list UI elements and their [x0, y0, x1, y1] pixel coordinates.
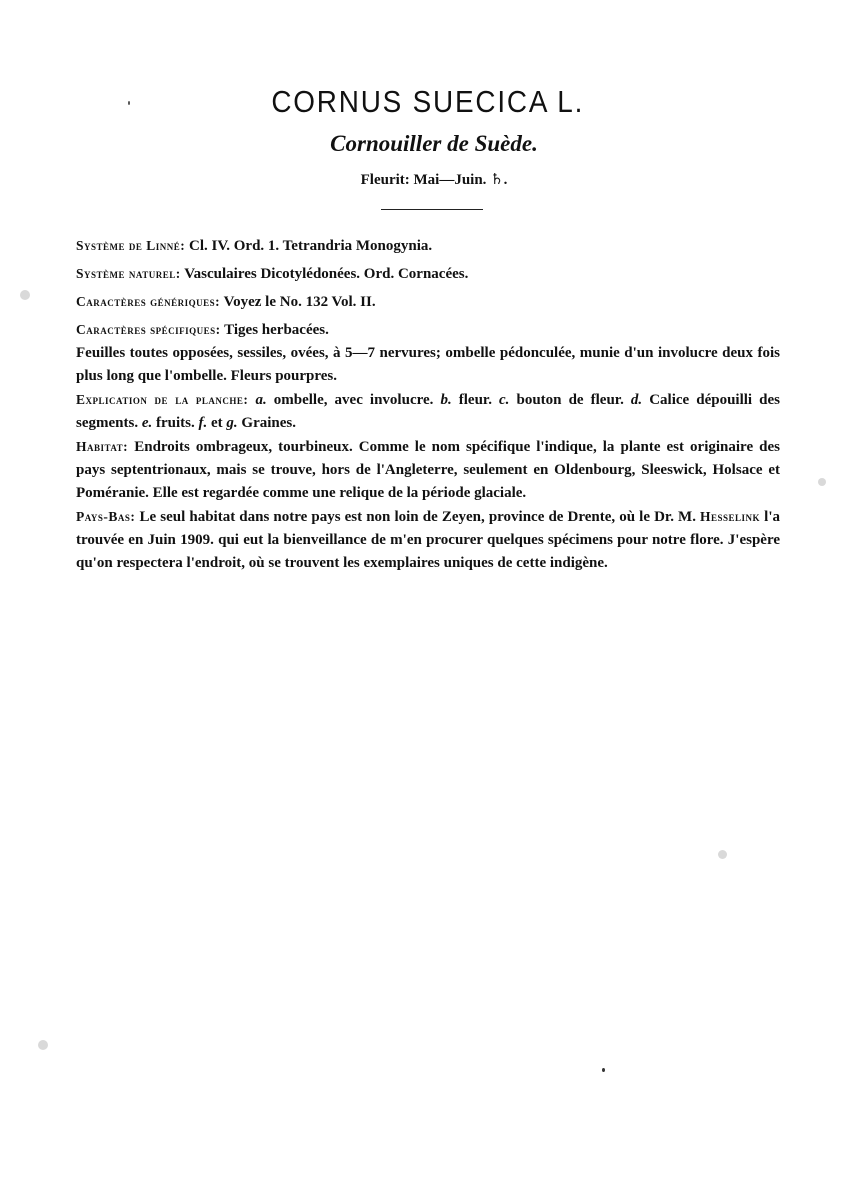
section-paysbas: [76, 505, 780, 575]
section-label-linne: Système de Linné:: [76, 238, 186, 253]
plate-key-c: c.: [499, 392, 510, 408]
section-specifiques-continuation: Feuilles toutes opposées, sessiles, ovées, à 5—7 nervures; ombelle pédonculée, munie d'un involucre deux fois plus long que l'ombelle. Fleurs pourpres.: [76, 345, 780, 384]
plate-text-a: ombelle, avec involucre.: [266, 392, 441, 408]
section-label-naturel: Système naturel:: [76, 266, 181, 281]
plate-text-g: Graines.: [237, 415, 296, 431]
plate-key-e: e.: [141, 415, 153, 431]
page-title: CORNUS SUECICA L.: [271, 84, 585, 119]
section-explication: [76, 388, 780, 435]
scan-speck: [128, 101, 130, 105]
scan-speck: [602, 1068, 605, 1072]
plate-key-b: b.: [440, 392, 452, 408]
plate-text-b: fleur.: [451, 392, 500, 408]
section-label-generiques: Caractères génériques:: [76, 294, 221, 309]
section-linne: [76, 234, 780, 258]
title-divider: [381, 209, 483, 210]
scan-speck: [38, 1040, 48, 1050]
plate-key-f: f.: [198, 415, 208, 431]
plate-text-f: et: [207, 415, 227, 431]
plate-key-d: d.: [630, 392, 643, 408]
section-habitat: [76, 435, 780, 505]
section-label-specifiques: Caractères spécifiques:: [76, 322, 221, 337]
plate-text-e: fruits.: [152, 415, 199, 431]
scan-speck: [718, 850, 727, 859]
section-label-paysbas: Pays-Bas:: [76, 509, 136, 524]
section-label-explication: Explication de la planche:: [76, 392, 249, 407]
section-label-habitat: Habitat:: [76, 439, 129, 454]
scan-speck: [20, 290, 30, 300]
plate-text-c: bouton de fleur.: [509, 392, 631, 408]
section-generiques: [76, 290, 780, 314]
plate-key-a: a.: [255, 392, 267, 408]
section-naturel: [76, 262, 780, 286]
plate-text-d: Calice dépouilli des segments.: [76, 392, 780, 431]
flowering-period: Fleurit: Mai—Juin. ♄.: [360, 172, 508, 188]
section-text-linne: Cl. IV. Ord. 1. Tetrandria Monogynia.: [185, 238, 433, 254]
section-text-generiques: Voyez le No. 132 Vol. II.: [220, 294, 376, 310]
section-text-specifiques: Tiges herbacées.: [220, 322, 329, 338]
scan-speck: [818, 478, 826, 486]
collector-name: Hesselink: [700, 509, 761, 524]
description-body: [76, 234, 780, 575]
plate-key-g: g.: [226, 415, 238, 431]
section-text-paysbas-before: Le seul habitat dans notre pays est non loin de Zeyen, province de Drente, où le Dr. M.: [135, 509, 701, 525]
section-specifiques: [76, 318, 780, 342]
section-text-paysbas-after: l'a trouvée en Juin 1909. qui eut la bienveillance de m'en procurer quelques spécimens pour notre flore. J'espère qu'on respectera l'endroit, où se trouvent les exemplaires uniques de cette indigène.: [76, 509, 780, 571]
section-text-naturel: Vasculaires Dicotylédonées. Ord. Cornacées.: [180, 266, 469, 282]
page-subtitle: Cornouiller de Suède.: [330, 131, 538, 156]
section-text-habitat: Endroits ombrageux, tourbineux. Comme le nom spécifique l'indique, la plante est originaire des pays septentrionaux, mais se trouve, hors de l'Angleterre, seulement en Oldenbourg, Sleeswick, Holsace et Poméranie. Elle est regardée comme une relique de la période glaciale.: [76, 439, 780, 501]
